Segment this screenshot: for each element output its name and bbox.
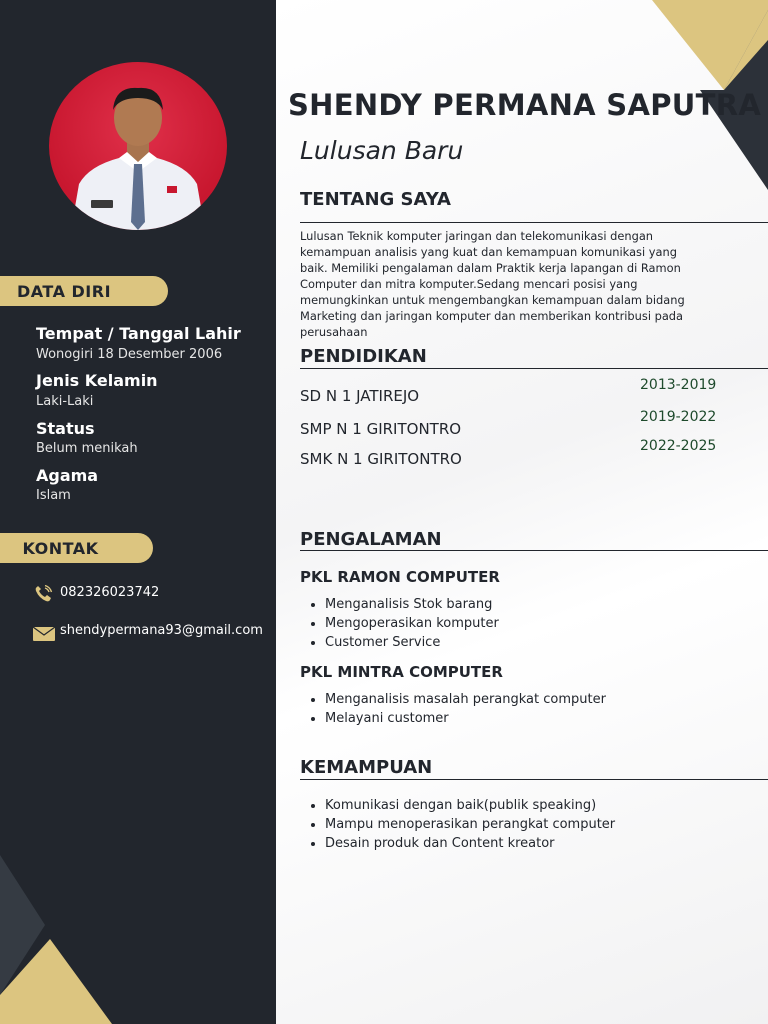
list-item: • Mampu menoperasikan perangkat computer (325, 815, 765, 834)
mail-icon (33, 626, 55, 645)
sidebar (0, 0, 276, 1024)
list-item: • Desain produk dan Content kreator (325, 834, 765, 853)
about-heading: TENTANG SAYA (300, 189, 451, 210)
list-item: • Customer Service (325, 633, 765, 652)
about-text: Lulusan Teknik komputer jaringan dan telekomunikasi dengan kemampuan analisis yang kuat dan kemampuan komunikasi yang baik. Memiliki pengalaman dalam Praktik kerja lapangan di Ramon Computer dan mitra komputer.Sedang mencari posisi yang memungkinkan untuk mengembangkan kemampuan dalam bidang Marketing dan jaringan komputer dan memberikan kontribusi pada perusahaan (300, 229, 685, 339)
phone-icon (33, 585, 53, 607)
job-2-list (300, 690, 765, 728)
job-subtitle: Lulusan Baru (300, 136, 464, 165)
status-value: Belum menikah (36, 441, 138, 456)
list-item: • Komunikasi dengan baik(publik speaking) (325, 796, 765, 815)
profile-photo (49, 62, 227, 230)
phone-number[interactable]: 082326023742 (60, 585, 160, 600)
job-title-1: PKL RAMON COMPUTER (300, 568, 500, 586)
education-heading: PENDIDIKAN (300, 346, 427, 367)
list-item: • Mengoperasikan komputer (325, 614, 765, 633)
religion-label: Agama (36, 466, 99, 485)
divider (300, 222, 768, 223)
year-1: 2013-2019 (640, 377, 717, 393)
divider (300, 368, 768, 369)
school-1: SD N 1 JATIREJO (300, 387, 420, 405)
status-label: Status (36, 419, 95, 438)
list-item: • Menganalisis Stok barang (325, 595, 765, 614)
birth-value: Wonogiri 18 Desember 2006 (36, 347, 223, 362)
job-title-2: PKL MINTRA COMPUTER (300, 663, 503, 681)
religion-value: Islam (36, 488, 71, 503)
divider (300, 779, 768, 780)
year-3: 2022-2025 (640, 438, 717, 454)
list-item: • Melayani customer (325, 709, 765, 728)
main-content (276, 0, 768, 1024)
gender-label: Jenis Kelamin (36, 371, 158, 390)
school-2: SMP N 1 GIRITONTRO (300, 420, 462, 438)
kontak-heading: KONTAK (0, 533, 153, 563)
corner-decoration-bottom (0, 855, 276, 1024)
experience-heading: PENGALAMAN (300, 529, 442, 550)
email-address[interactable]: shendypermana93@gmail.com (60, 623, 263, 638)
job-1-list (300, 595, 765, 652)
full-name: SHENDY PERMANA SAPUTRA (288, 88, 762, 122)
data-diri-heading: DATA DIRI (0, 276, 168, 306)
year-2: 2019-2022 (640, 409, 717, 425)
divider (300, 550, 768, 551)
skills-list (300, 796, 765, 853)
skills-heading: KEMAMPUAN (300, 757, 433, 778)
gender-value: Laki-Laki (36, 394, 94, 409)
birth-label: Tempat / Tanggal Lahir (36, 324, 241, 343)
list-item: • Menganalisis masalah perangkat computer (325, 690, 765, 709)
school-3: SMK N 1 GIRITONTRO (300, 450, 462, 468)
